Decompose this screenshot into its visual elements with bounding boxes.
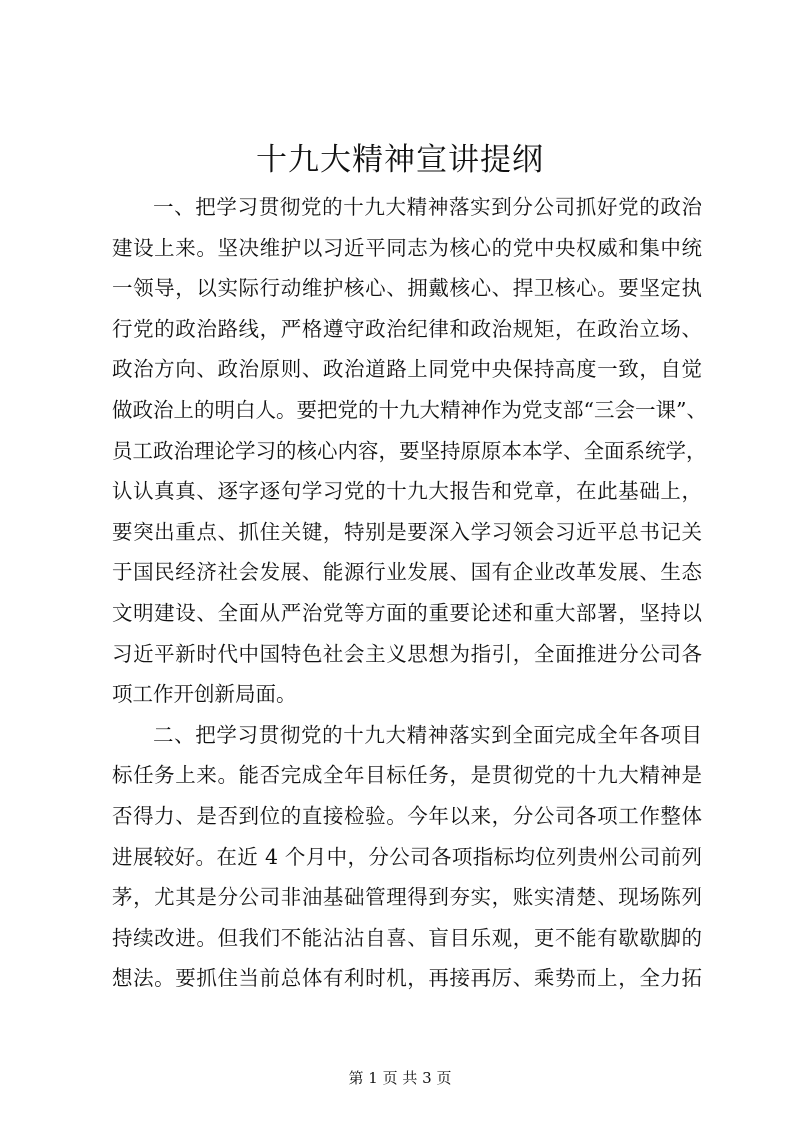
paragraph-1-line: 一领导，以实际行动维护核心、拥戴核心、捍卫核心。要坚定执	[112, 276, 702, 301]
paragraph-1-line: 行党的政治路线，严格遵守政治纪律和政治规矩，在政治立场、	[112, 316, 702, 341]
paragraph-2-line: 持续改进。但我们不能沾沾自喜、盲目乐观，更不能有歇歇脚的	[112, 925, 702, 950]
paragraph-1-line: 一、把学习贯彻党的十九大精神落实到分公司抓好党的政治	[153, 195, 702, 219]
paragraph-2-line: 进展较好。在近 4 个月中，分公司各项指标均位列贵州公司前列	[112, 844, 702, 869]
paragraph-2-line: 标任务上来。能否完成全年目标任务，是贯彻党的十九大精神是	[112, 763, 702, 788]
paragraph-1-line: 政治方向、政治原则、政治道路上同党中央保持高度一致，自觉	[112, 357, 702, 382]
paragraph-1-line: 建设上来。坚决维护以习近平同志为核心的党中央权威和集中统	[112, 235, 702, 260]
paragraph-1-line: 文明建设、全面从严治党等方面的重要论述和重大部署，坚持以	[112, 600, 702, 625]
paragraph-1-line: 认认真真、逐字逐句学习党的十九大报告和党章，在此基础上，	[112, 479, 702, 504]
paragraph-1-line: 要突出重点、抓住关键，特别是要深入学习领会习近平总书记关	[112, 519, 702, 544]
document-title: 十九大精神宣讲提纲	[256, 142, 544, 178]
paragraph-2-line: 二、把学习贯彻党的十九大精神落实到全面完成全年各项目	[153, 722, 702, 747]
paragraph-2-line: 否得力、是否到位的直接检验。今年以来，分公司各项工作整体	[112, 803, 702, 828]
document-body	[112, 187, 707, 999]
paragraph-2-line: 茅，尤其是分公司非油基础管理得到夯实，账实清楚、现场陈列	[112, 885, 702, 910]
page-number-footer: 第 1 页 共 3 页	[348, 1069, 452, 1087]
paragraph-1-line: 项工作开创新局面。	[112, 682, 297, 707]
paragraph-1-line: 做政治上的明白人。要把党的十九大精神作为党支部“三会一课”、	[112, 397, 707, 422]
paragraph-1-line: 于国民经济社会发展、能源行业发展、国有企业改革发展、生态	[112, 560, 702, 585]
paragraph-1-line: 员工政治理论学习的核心内容，要坚持原原本本学、全面系统学，	[112, 438, 707, 463]
paragraph-2-line: 想法。要抓住当前总体有利时机，再接再厉、乘势而上，全力拓	[112, 966, 702, 991]
paragraph-1-line: 习近平新时代中国特色社会主义思想为指引，全面推进分公司各	[112, 641, 702, 666]
